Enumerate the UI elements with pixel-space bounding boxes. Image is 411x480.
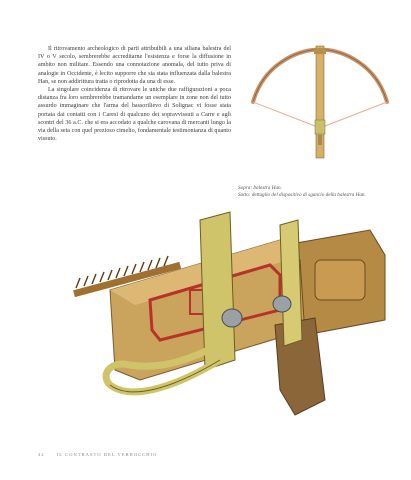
page-footer [38, 451, 157, 459]
caption-top: Sopra: balestra Han. [238, 185, 282, 191]
page-number: 42 [38, 452, 45, 457]
pin-right [273, 296, 291, 312]
body-text-column [38, 45, 231, 143]
body-paragraph-2: La singolare coincidenza di ritrovare le uniche due raffigurazioni a poca distanza fra loro sembrerebbe tramandarne un esemplare in zone non del tutto assurdo immaginare che l'arma del bassorilievo di Solignac vi fosse stata portata dai contatti con i Caresi di qualcuno dei sopravvissuti a Carre e agli scontri del 36 a.C. che si era accodato a qualche carovana di mercanti lungo la via della seta con quel prezioso cimelio, fondamentale testimonianza di quanto vissuto. [38, 87, 231, 143]
pin-left [222, 309, 242, 327]
body-paragraph-1: Il ritrovamento archeologico di parti attribuibili a una siliana balestra del IV o V secolo, sembrerebbe accreditarne l'esistenza e forse la diffusione in ambito non militare. Essendo una connotazione anomala, del tutto priva di analogie in Occidente, è lecito supporre che sia stata influenzata dalla balestra Han, se non addirittura tratta o riprodotta da una di esse. [38, 46, 231, 85]
caption-bottom: Sotto: dettaglio del dispositivo di sgancio della balestra Han. [238, 192, 366, 198]
running-title: IL CONTRASTO DEL VERROCCHIO [56, 452, 158, 457]
trigger-mechanism-illustration [70, 200, 390, 440]
figure-captions [238, 185, 403, 199]
han-crossbow-illustration [245, 40, 395, 170]
